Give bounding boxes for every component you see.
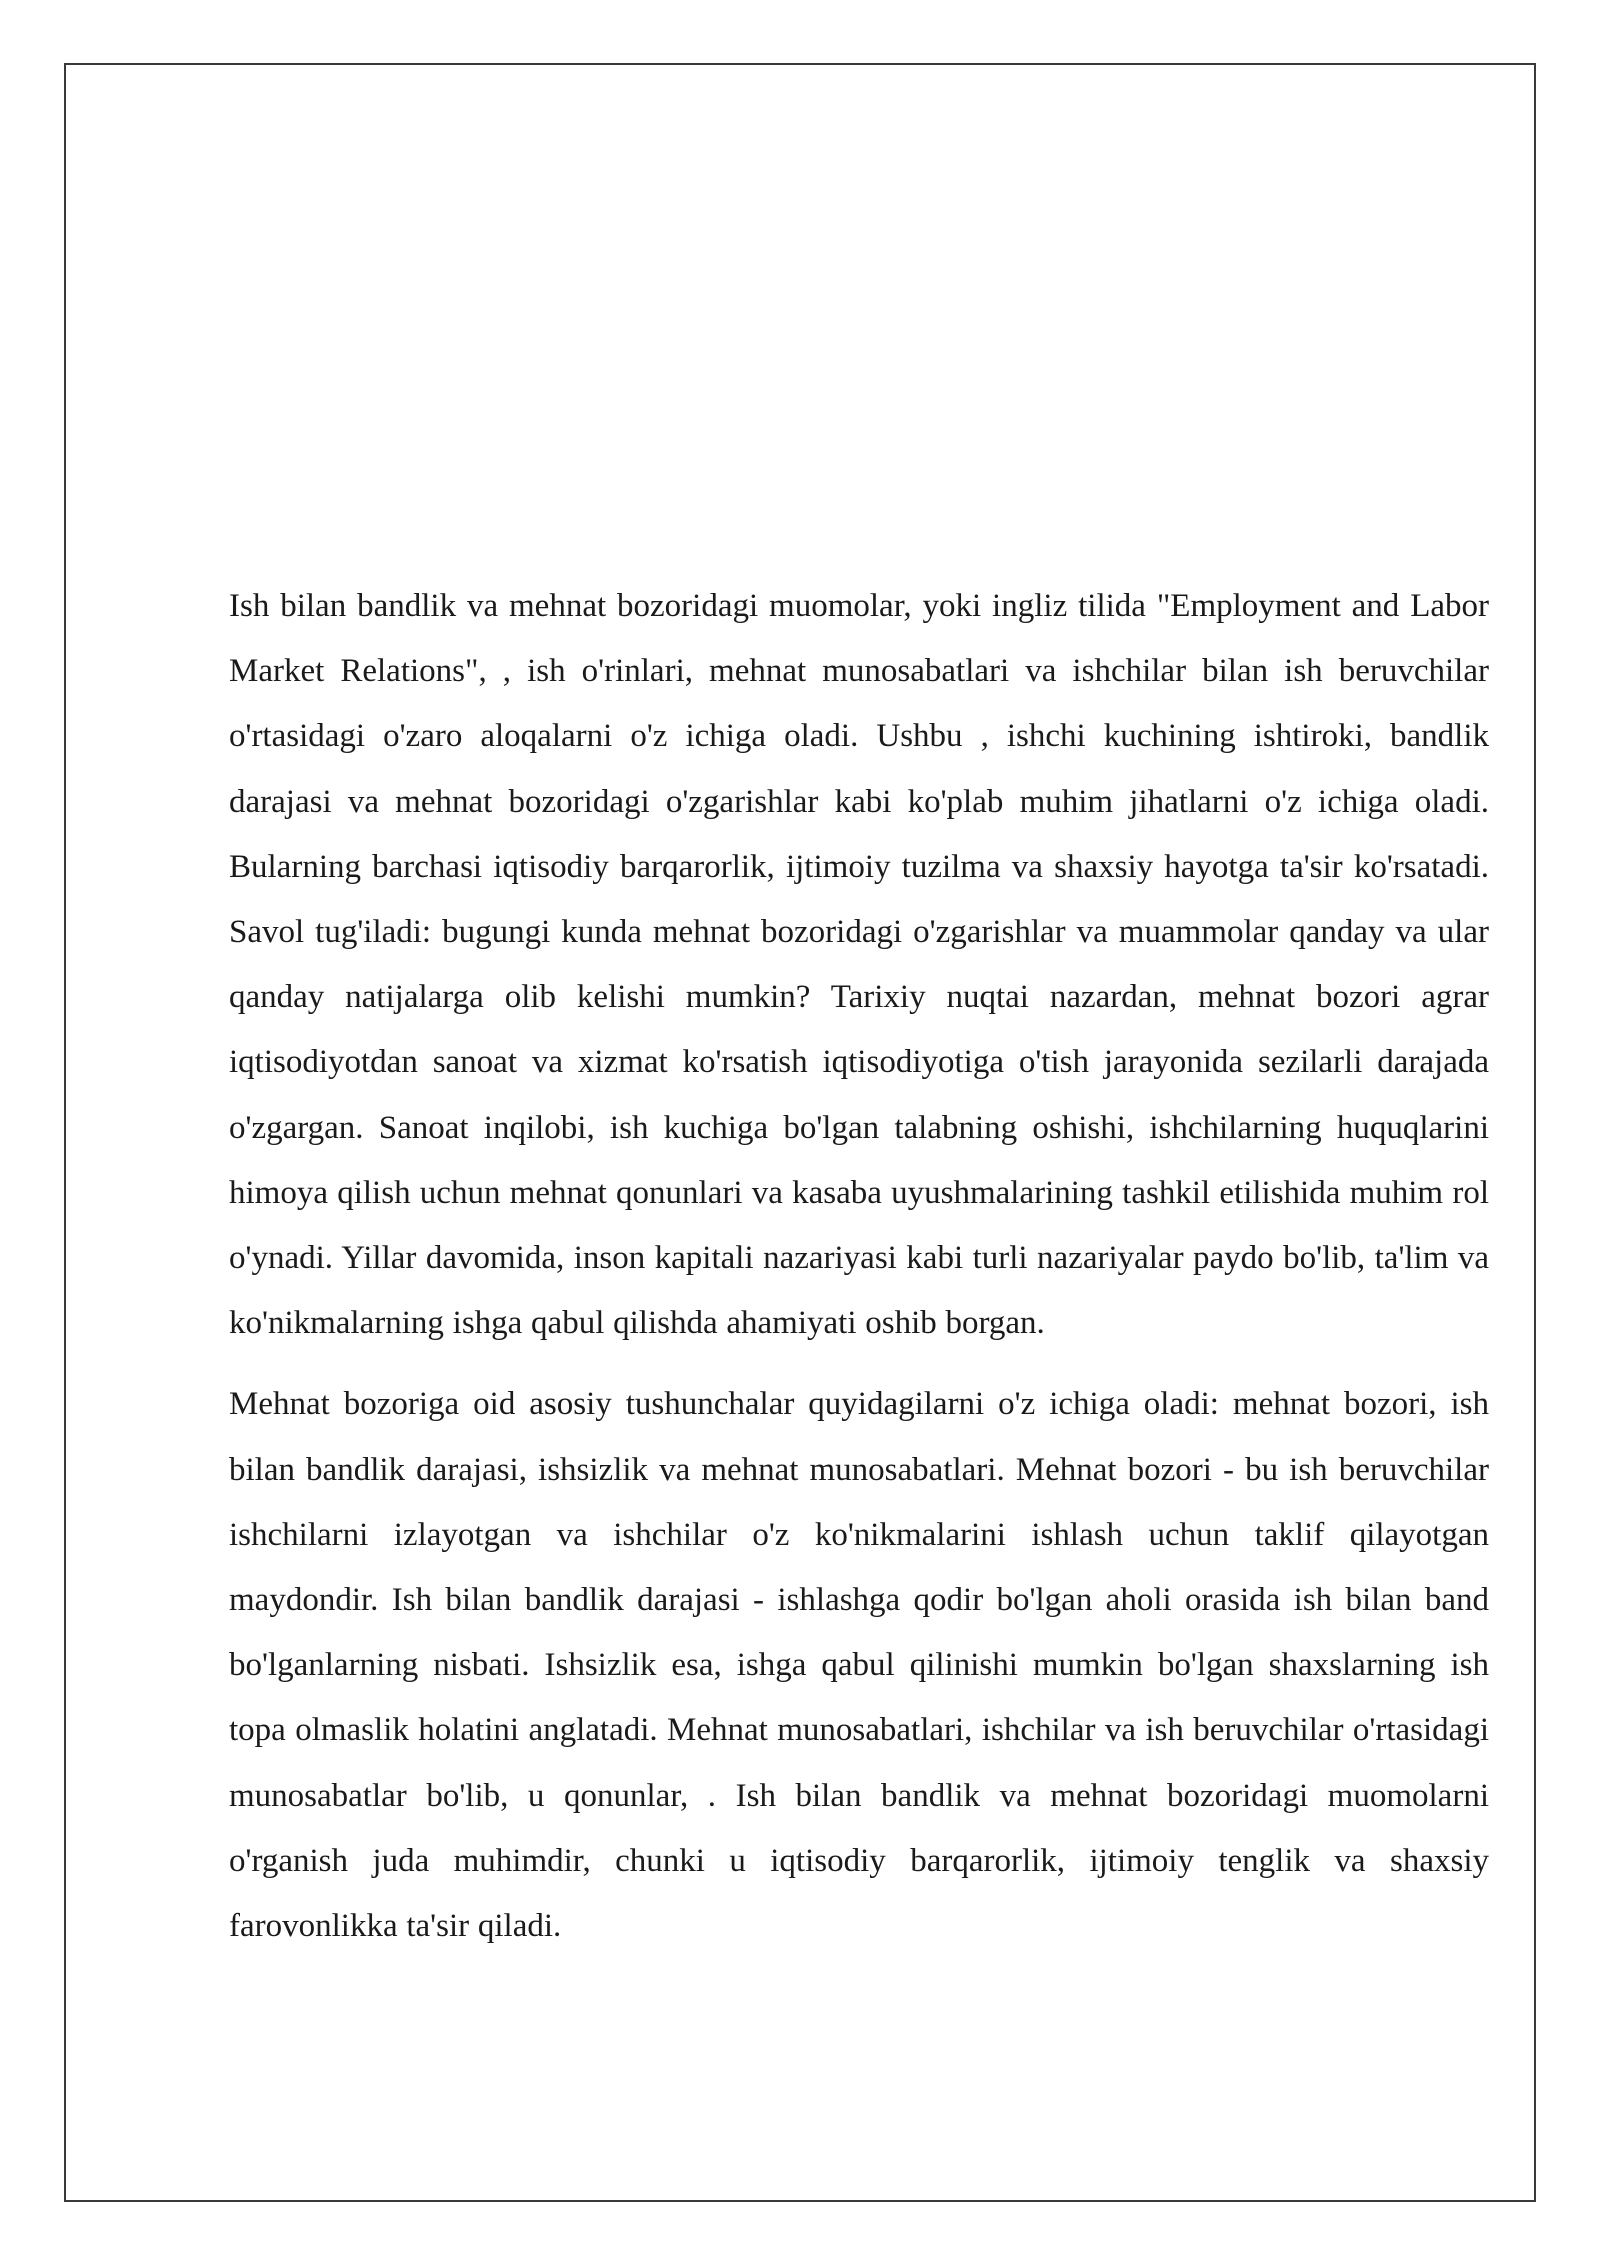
paragraph-2: Mehnat bozoriga oid asosiy tushunchalar quyidagilarni o'z ichiga oladi: mehnat bozori, ish bilan bandlik darajasi, ishsizlik va mehnat munosabatlari. Mehnat bozori - bu ish beruvchilar ishchilarni izlayotgan va ishchilar o'z ko'nikmalarini ishlash uchun taklif qilayotgan maydondir. Ish bilan bandlik darajasi - ishlashga qodir bo'lgan aholi orasida ish bilan band bo'lganlarning nisbati. Ishsizlik esa, ishga qabul qilinishi mumkin bo'lgan shaxslarning ish topa olmaslik holatini anglatadi. Mehnat munosabatlari, ishchilar va ish beruvchilar o'rtasidagi munosabatlar bo'lib, u qonunlar, . Ish bilan bandlik va mehnat bozoridagi muomolarni o'rganish juda muhimdir, chunki u iqtisodiy barqarorlik, ijtimoiy tenglik va shaxsiy farovonlikka ta'sir qiladi. [229, 1386, 1489, 1945]
document-body [229, 574, 1489, 1959]
paragraph-1: Ish bilan bandlik va mehnat bozoridagi muomolar, yoki ingliz tilida "Employment and Labor Market Relations", , ish o'rinlari, mehnat munosabatlari va ishchilar bilan ish beruvchilar o'rtasidagi o'zaro aloqalarni o'z ichiga oladi. Ushbu , ishchi kuchining ishtiroki, bandlik darajasi va mehnat bozoridagi o'zgarishlar kabi ko'plab muhim jihatlarni o'z ichiga oladi. Bularning barchasi iqtisodiy barqarorlik, ijtimoiy tuzilma va shaxsiy hayotga ta'sir ko'rsatadi. Savol tug'iladi: bugungi kunda mehnat bozoridagi o'zgarishlar va muammolar qanday va ular qanday natijalarga olib kelishi mumkin? Tarixiy nuqtai nazardan, mehnat bozori agrar iqtisodiyotdan sanoat va xizmat ko'rsatish iqtisodiyotiga o'tish jarayonida sezilarli darajada o'zgargan. Sanoat inqilobi, ish kuchiga bo'lgan talabning oshishi, ishchilarning huquqlarini himoya qilish uchun mehnat qonunlari va kasaba uyushmalarining tashkil etilishida muhim rol o'ynadi. Yillar davomida, inson kapitali nazariyasi kabi turli nazariyalar paydo bo'lib, ta'lim va ko'nikmalarning ishga qabul qilishda ahamiyati oshib borgan. [229, 588, 1489, 1342]
